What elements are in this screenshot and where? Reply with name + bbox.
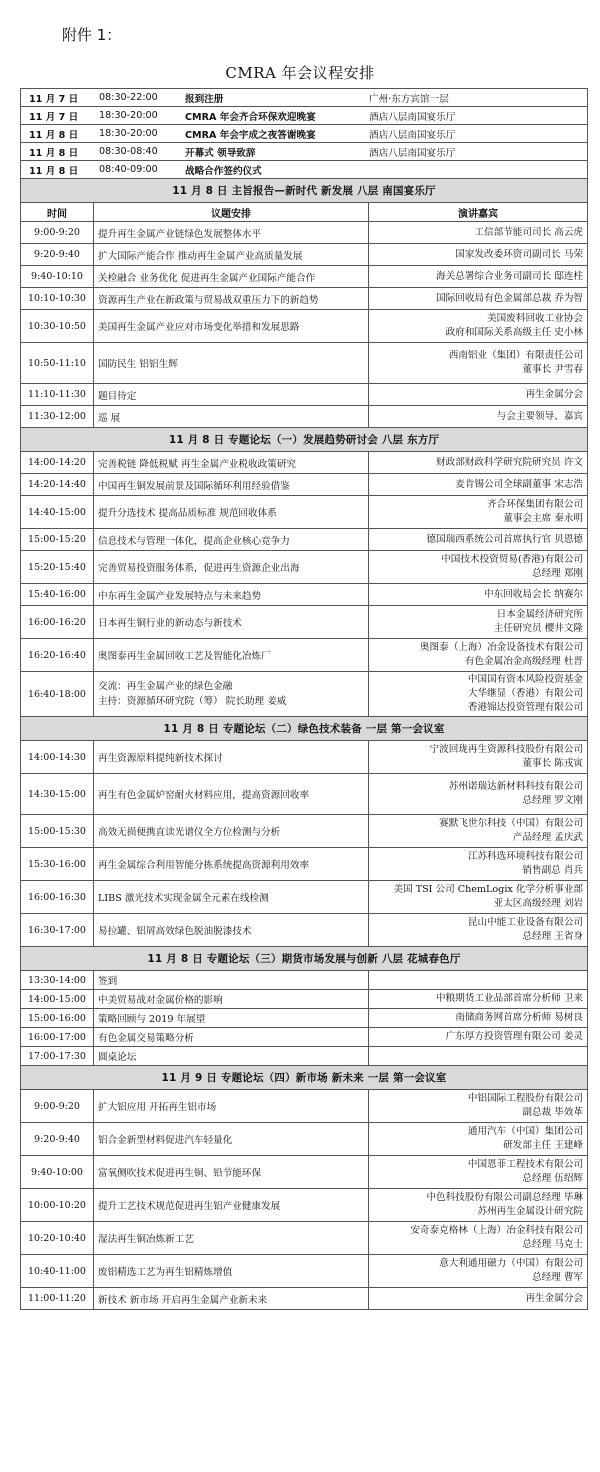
column-header-time: 时间	[21, 203, 94, 222]
speaker-line: 董事长 尹雪春	[522, 364, 584, 375]
speaker-line: 总经理 罗文刚	[522, 795, 584, 806]
session-topic: 新技术 新市场 开启再生金属产业新未来	[94, 1288, 369, 1310]
speaker-line: 大华继显（香港）有限公司	[467, 688, 584, 699]
session-topic: 提升工艺技术规范促进再生铝产业健康发展	[94, 1189, 369, 1222]
session-topic: 再生资源原料提纯新技术探讨	[94, 741, 369, 774]
speaker-line: 中东回收局会长 纳赛尔	[484, 588, 584, 600]
session-topic-line: 主持：资源循环研究院（筹） 院长助理 姜威	[98, 696, 287, 707]
session-time: 10:10-10:30	[21, 288, 94, 310]
session-topic: 提升再生金属产业链绿色发展整体水平	[94, 222, 369, 244]
schedule-time: 08:30-22:00	[99, 92, 158, 103]
session-speaker	[369, 343, 588, 384]
speaker-line: 苏州再生金属设计研究院	[477, 1206, 584, 1217]
schedule-cell	[21, 125, 588, 143]
agenda-row	[21, 266, 588, 288]
schedule-event: 开幕式 领导致辞	[185, 147, 256, 159]
speaker-line: 总经理 伍绍辉	[522, 1173, 584, 1184]
session-speaker	[369, 288, 588, 310]
session-topic: 日本再生铜行业的新动态与新技术	[94, 606, 369, 639]
session-time: 14:00-15:00	[21, 990, 94, 1009]
session-time: 17:00-17:30	[21, 1047, 94, 1066]
agenda-row	[21, 343, 588, 384]
agenda-row	[21, 1090, 588, 1123]
schedule-line	[29, 91, 583, 105]
speaker-line: 中铝国际工程股份有限公司	[467, 1093, 584, 1104]
session-topic: 易拉罐、铝屑高效绿色脱油脱漆技术	[94, 914, 369, 947]
agenda-row	[21, 222, 588, 244]
session-time: 9:20-9:40	[21, 1123, 94, 1156]
session-topic: 完善税链 降低税赋 再生金属产业税收政策研究	[94, 452, 369, 474]
speaker-line: 南储商务网首席分析师 易树良	[455, 1012, 584, 1023]
session-topic: 题目待定	[94, 384, 369, 406]
session-time: 15:30-16:00	[21, 848, 94, 881]
speaker-line: 总经理 曹军	[531, 1272, 584, 1283]
schedule-time: 18:30-20:00	[99, 128, 158, 139]
schedule-location: 酒店八层南国宴乐厅	[369, 129, 456, 141]
session-time: 16:40-18:00	[21, 672, 94, 717]
speaker-line: 政府和国际关系高级主任 史小林	[445, 327, 584, 338]
session-speaker	[369, 406, 588, 428]
session-speaker	[369, 741, 588, 774]
schedule-line	[29, 163, 583, 177]
session-speaker	[369, 815, 588, 848]
session-time: 16:00-17:00	[21, 1028, 94, 1047]
schedule-location: 酒店八层南国宴乐厅	[369, 111, 456, 123]
session-speaker	[369, 1156, 588, 1189]
agenda-row	[21, 741, 588, 774]
session-speaker	[369, 452, 588, 474]
schedule-cell	[21, 107, 588, 125]
section-header-row	[21, 717, 588, 741]
session-topic: 奥图泰再生金属回收工艺及智能化冶炼厂	[94, 639, 369, 672]
session-topic: 签到	[94, 971, 369, 990]
schedule-row	[21, 89, 588, 107]
session-topic: 美国再生金属产业应对市场变化举措和发展思路	[94, 310, 369, 343]
session-time: 10:00-10:20	[21, 1189, 94, 1222]
agenda-row	[21, 384, 588, 406]
speaker-line: 德国瑞西系统公司首席执行官 贝恩德	[426, 533, 584, 545]
session-time: 9:00-9:20	[21, 222, 94, 244]
speaker-line: 工信部节能司司长 高云虎	[474, 226, 584, 238]
session-topic: LIBS 激光技术实现金属全元素在线检测	[94, 881, 369, 914]
agenda-row	[21, 774, 588, 815]
agenda-row	[21, 529, 588, 551]
agenda-row	[21, 606, 588, 639]
agenda-row	[21, 1255, 588, 1288]
speaker-line: 有色金属冶金高级经理 杜晋	[464, 656, 584, 667]
agenda-row	[21, 815, 588, 848]
section-title: 11 月 9 日 专题论坛（四）新市场 新未来 一层 第一会议室	[21, 1066, 588, 1090]
speaker-line: 苏州诺瑞达新材料科技有限公司	[448, 781, 584, 792]
agenda-row	[21, 244, 588, 266]
session-time: 15:00-15:20	[21, 529, 94, 551]
session-time: 9:40-10:10	[21, 266, 94, 288]
session-time: 15:20-15:40	[21, 551, 94, 584]
session-time: 16:00-16:20	[21, 606, 94, 639]
session-time: 13:30-14:00	[21, 971, 94, 990]
session-topic: 资源再生产业在新政策与贸易战双重压力下的新趋势	[94, 288, 369, 310]
session-speaker	[369, 1028, 588, 1047]
session-topic: 铝合金新型材料促进汽车轻量化	[94, 1123, 369, 1156]
session-time: 14:30-15:00	[21, 774, 94, 815]
session-topic: 湿法再生铜冶炼新工艺	[94, 1222, 369, 1255]
speaker-line: 广东厚方投资管理有限公司 姜灵	[445, 1031, 584, 1042]
session-speaker	[369, 529, 588, 551]
session-topic: 圆桌论坛	[94, 1047, 369, 1066]
agenda-row	[21, 474, 588, 496]
schedule-row	[21, 161, 588, 179]
speaker-line: 海关总署综合业务司副司长 邸连柱	[436, 270, 584, 282]
session-speaker	[369, 881, 588, 914]
session-topic: 中东再生金属产业发展特点与未来趋势	[94, 584, 369, 606]
schedule-row	[21, 143, 588, 161]
speaker-line: 江苏科选环境科技有限公司	[467, 851, 584, 862]
schedule-date: 11 月 8 日	[29, 129, 79, 141]
session-speaker	[369, 266, 588, 288]
session-time: 10:20-10:40	[21, 1222, 94, 1255]
session-topic: 扩大铝应用 开拓再生铝市场	[94, 1090, 369, 1123]
session-topic: 关检融合 业务优化 促进再生金属产业国际产能合作	[94, 266, 369, 288]
speaker-line: 研发部主任 王建峰	[503, 1140, 584, 1151]
session-time: 14:00-14:30	[21, 741, 94, 774]
speaker-line: 总经理 马克士	[522, 1239, 584, 1250]
schedule-event: 战略合作签约仪式	[185, 165, 262, 177]
session-topic: 中美贸易战对金属价格的影响	[94, 990, 369, 1009]
agenda-row	[21, 881, 588, 914]
speaker-line: 副总裁 毕效革	[522, 1107, 584, 1118]
speaker-line: 销售副总 肖兵	[522, 865, 584, 876]
agenda-row	[21, 1222, 588, 1255]
agenda-row	[21, 310, 588, 343]
session-topic-line: 交流：再生金属产业的绿色金融	[98, 681, 233, 692]
schedule-date: 11 月 7 日	[29, 93, 79, 105]
speaker-line: 国际回收局有色金属部总裁 乔为智	[436, 292, 584, 304]
agenda-table	[20, 88, 588, 1310]
speaker-line: 财政部财政科学研究院研究员 许文	[436, 456, 584, 468]
agenda-row	[21, 672, 588, 717]
speaker-line: 中国国有资本风险投资基金	[467, 674, 584, 685]
session-speaker	[369, 848, 588, 881]
schedule-date: 11 月 8 日	[29, 147, 79, 159]
session-speaker	[369, 496, 588, 529]
agenda-row	[21, 990, 588, 1009]
agenda-row	[21, 406, 588, 428]
session-topic: 国防民生 铝铝生辉	[94, 343, 369, 384]
session-speaker	[369, 971, 588, 990]
session-topic: 再生有色金属炉窑耐火材料应用，提高资源回收率	[94, 774, 369, 815]
speaker-line: 亚太区高级经理 刘岩	[493, 898, 584, 909]
session-time: 15:40-16:00	[21, 584, 94, 606]
speaker-line: 昆山中能工业设备有限公司	[467, 917, 584, 928]
speaker-line: 国家发改委环资司副司长 马荣	[455, 248, 584, 260]
session-topic: 信息技术与管理一体化，提高企业核心竞争力	[94, 529, 369, 551]
schedule-line	[29, 127, 583, 141]
agenda-row	[21, 639, 588, 672]
session-topic	[94, 672, 369, 717]
session-topic: 再生金属综合利用智能分拣系统提高资源利用效率	[94, 848, 369, 881]
session-speaker	[369, 1222, 588, 1255]
schedule-row	[21, 107, 588, 125]
session-topic: 扩大国际产能合作 推动再生金属产业高质量发展	[94, 244, 369, 266]
speaker-line: 董事会主席 秦永明	[503, 513, 584, 524]
session-speaker	[369, 1009, 588, 1028]
agenda-row	[21, 496, 588, 529]
agenda-row	[21, 971, 588, 990]
speaker-line: 再生金属分会	[525, 1292, 584, 1304]
session-topic: 完善贸易投资服务体系，促进再生资源企业出海	[94, 551, 369, 584]
speaker-line: 通用汽车（中国）集团公司	[467, 1126, 584, 1137]
speaker-line: 奥图泰（上海）冶金设备技术有限公司	[419, 642, 584, 653]
speaker-line: 总经理 王省身	[522, 931, 584, 942]
column-header-speaker: 演讲嘉宾	[369, 203, 588, 222]
session-speaker	[369, 310, 588, 343]
speaker-line: 美国废料回收工业协会	[487, 313, 584, 324]
session-speaker	[369, 1090, 588, 1123]
session-speaker	[369, 1255, 588, 1288]
agenda-row	[21, 848, 588, 881]
session-time: 10:40-11:00	[21, 1255, 94, 1288]
column-header-topic: 议题安排	[94, 203, 369, 222]
section-title: 11 月 8 日 专题论坛（二）绿色技术装备 一层 第一会议室	[21, 717, 588, 741]
session-topic: 中国再生铜发展前景及国际循环利用经验借鉴	[94, 474, 369, 496]
agenda-row	[21, 452, 588, 474]
session-speaker	[369, 914, 588, 947]
schedule-time: 08:40-09:00	[99, 164, 158, 175]
schedule-event: 报到注册	[185, 93, 224, 105]
schedule-time: 18:30-20:00	[99, 110, 158, 121]
session-time: 11:10-11:30	[21, 384, 94, 406]
session-speaker	[369, 672, 588, 717]
section-title: 11 月 8 日 专题论坛（一）发展趋势研讨会 八层 东方厅	[21, 428, 588, 452]
section-title: 11 月 8 日 专题论坛（三）期货市场发展与创新 八层 花城春色厅	[21, 947, 588, 971]
schedule-location: 广州·东方宾馆一层	[369, 93, 449, 105]
schedule-line	[29, 145, 583, 159]
schedule-date: 11 月 7 日	[29, 111, 79, 123]
speaker-line: 日本金属经济研究所	[496, 609, 584, 620]
speaker-line: 总经理 郑刚	[531, 568, 584, 579]
agenda-row	[21, 1028, 588, 1047]
schedule-row	[21, 125, 588, 143]
session-speaker	[369, 990, 588, 1009]
schedule-date: 11 月 8 日	[29, 165, 79, 177]
session-topic: 提升分选技术 提高品质标准 规范回收体系	[94, 496, 369, 529]
speaker-line: 赛默飞世尔科技（中国）有限公司	[439, 818, 584, 829]
session-time: 9:20-9:40	[21, 244, 94, 266]
session-speaker	[369, 474, 588, 496]
speaker-line: 麦肯锡公司全球副董事 宋志浩	[455, 478, 584, 490]
session-time: 14:00-14:20	[21, 452, 94, 474]
session-time: 9:40-10:00	[21, 1156, 94, 1189]
schedule-event: CMRA 年会宇成之夜答谢晚宴	[185, 129, 316, 141]
session-time: 14:40-15:00	[21, 496, 94, 529]
agenda-row	[21, 1189, 588, 1222]
session-topic: 策略回顾与 2019 年展望	[94, 1009, 369, 1028]
section-header-row	[21, 428, 588, 452]
agenda-row	[21, 1288, 588, 1310]
schedule-cell	[21, 161, 588, 179]
session-speaker	[369, 1047, 588, 1066]
speaker-line: 中国恩菲工程技术有限公司	[467, 1159, 584, 1170]
session-time: 11:30-12:00	[21, 406, 94, 428]
schedule-time: 08:30-08:40	[99, 146, 158, 157]
speaker-line: 宁波回珑再生资源科技股份有限公司	[429, 744, 584, 755]
agenda-row	[21, 914, 588, 947]
section-header-row	[21, 179, 588, 203]
section-title: 11 月 8 日 主旨报告—新时代 新发展 八层 南国宴乐厅	[21, 179, 588, 203]
speaker-line: 中色科技股份有限公司副总经理 毕琳	[426, 1192, 584, 1203]
session-topic: 巡 展	[94, 406, 369, 428]
speaker-line: 意大利通用磁力（中国）有限公司	[439, 1258, 584, 1269]
agenda-row	[21, 288, 588, 310]
session-time: 11:00-11:20	[21, 1288, 94, 1310]
speaker-line: 产品经理 孟庆武	[512, 832, 584, 843]
session-time: 15:00-16:00	[21, 1009, 94, 1028]
speaker-line: 中国技术投资贸易(香港)有限公司	[441, 554, 584, 565]
agenda-row	[21, 551, 588, 584]
session-speaker	[369, 639, 588, 672]
session-topic: 废铝精选工艺为再生铝精炼增值	[94, 1255, 369, 1288]
agenda-row	[21, 584, 588, 606]
session-topic: 有色金属交易策略分析	[94, 1028, 369, 1047]
speaker-line: 与会主要领导、嘉宾	[496, 410, 584, 422]
speaker-line: 中粮期货工业品部首席分析师 卫来	[436, 993, 584, 1004]
agenda-row	[21, 1009, 588, 1028]
agenda-row	[21, 1047, 588, 1066]
session-speaker	[369, 774, 588, 815]
session-time: 14:20-14:40	[21, 474, 94, 496]
speaker-line: 安奇泰克格林（上海）冶金科技有限公司	[410, 1225, 584, 1236]
session-speaker	[369, 551, 588, 584]
session-time: 16:00-16:30	[21, 881, 94, 914]
speaker-line: 香港锦达投资管理有限公司	[467, 702, 584, 713]
schedule-line	[29, 109, 583, 123]
session-time: 15:00-15:30	[21, 815, 94, 848]
speaker-line: 美国 TSI 公司 ChemLogix 化学分析事业部	[393, 884, 584, 895]
schedule-cell	[21, 143, 588, 161]
session-speaker	[369, 244, 588, 266]
attachment-label: 附件 1：	[62, 26, 122, 44]
speaker-line: 西南铝业（集团）有限责任公司	[448, 350, 584, 361]
session-time: 16:20-16:40	[21, 639, 94, 672]
session-speaker	[369, 584, 588, 606]
section-header-row	[21, 1066, 588, 1090]
session-topic: 高效无损便携直读光谱仪全方位检测与分析	[94, 815, 369, 848]
speaker-line: 董事长 陈戎寅	[522, 758, 584, 769]
agenda-row	[21, 1156, 588, 1189]
schedule-event: CMRA 年会齐合环保欢迎晚宴	[185, 111, 316, 123]
page-title: CMRA 年会议程安排	[225, 64, 375, 82]
column-header-row	[21, 203, 588, 222]
speaker-line: 齐合环保集团有限公司	[487, 499, 584, 510]
session-time: 16:30-17:00	[21, 914, 94, 947]
speaker-line: 主任研究员 樱井文隆	[493, 623, 584, 634]
session-speaker	[369, 384, 588, 406]
section-header-row	[21, 947, 588, 971]
session-speaker	[369, 1123, 588, 1156]
schedule-cell	[21, 89, 588, 107]
session-speaker	[369, 1288, 588, 1310]
session-time: 10:30-10:50	[21, 310, 94, 343]
session-time: 10:50-11:10	[21, 343, 94, 384]
schedule-location: 酒店八层南国宴乐厅	[369, 147, 456, 159]
session-topic: 富氧侧吹技术促进再生铜、铅节能环保	[94, 1156, 369, 1189]
session-time: 9:00-9:20	[21, 1090, 94, 1123]
agenda-row	[21, 1123, 588, 1156]
session-speaker	[369, 1189, 588, 1222]
session-speaker	[369, 222, 588, 244]
session-speaker	[369, 606, 588, 639]
speaker-line: 再生金属分会	[525, 388, 584, 400]
